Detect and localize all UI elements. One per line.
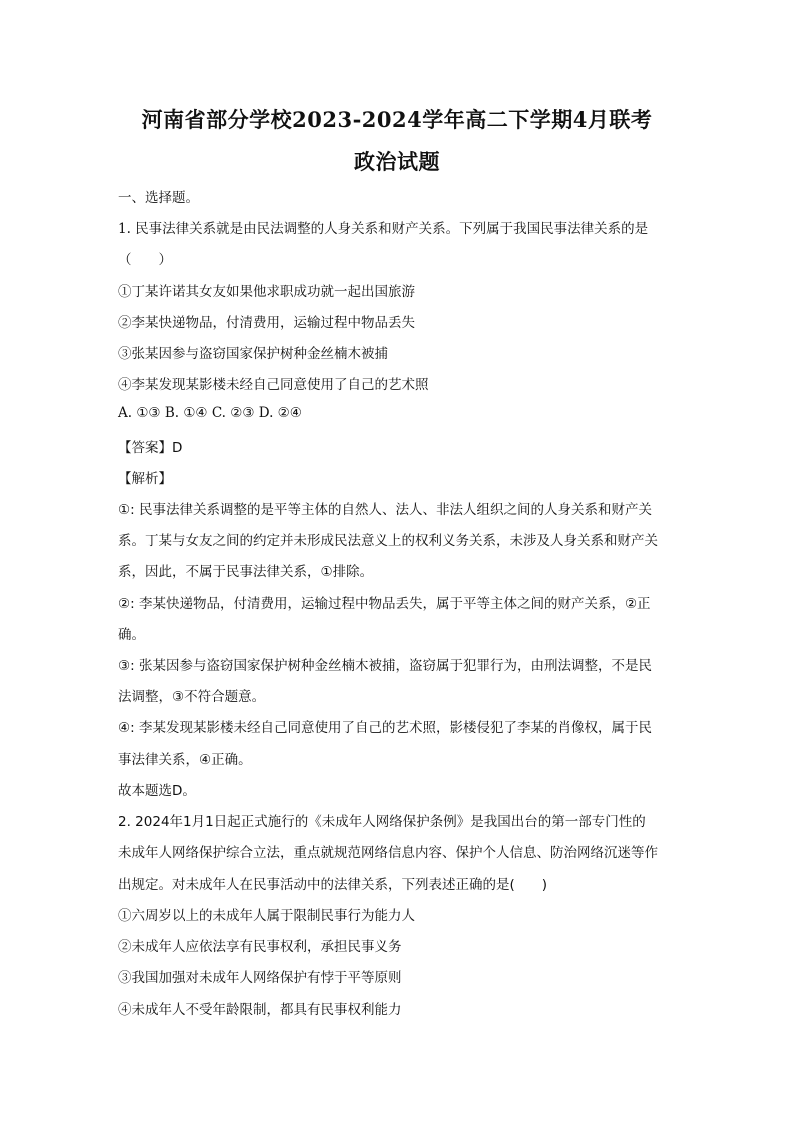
question-2-option-1: ①六周岁以上的未成年人属于限制民事行为能力人 — [118, 908, 415, 924]
question-1-option-1: ①丁某许诺其女友如果他求职成功就一起出国旅游 — [118, 284, 415, 300]
analysis-3-line-2: 法调整，③不符合题意。 — [118, 689, 266, 705]
analysis-4-line-2: 事法律关系，④正确。 — [118, 752, 252, 768]
question-1-option-2: ②李某快递物品，付清费用，运输过程中物品丢失 — [118, 315, 415, 331]
question-1-stem: 1. 民事法律关系就是由民法调整的人身关系和财产关系。下列属于我国民事法律关系的是 — [118, 221, 649, 237]
question-2-stem-line-2: 未成年人网络保护综合立法，重点就规范网络信息内容、保护个人信息、防治网络沉迷等作 — [118, 845, 658, 861]
section-heading: 一、选择题。 — [118, 190, 199, 206]
question-2-stem-line-1: 2. 2024年1月1日起正式施行的《未成年人网络保护条例》是我国出台的第一部专门性的 — [118, 814, 646, 830]
question-2-option-3: ③我国加强对未成年人网络保护有悖于平等原则 — [118, 970, 402, 986]
analysis-2-line-1: ②: 李某快递物品，付清费用，运输过程中物品丢失，属于平等主体之间的财产关系，②正 — [118, 596, 651, 612]
question-2-option-2: ②未成年人应依法享有民事权利，承担民事义务 — [118, 939, 402, 955]
analysis-1-line-3: 系，因此，不属于民事法律关系，①排除。 — [118, 564, 374, 580]
question-1-option-3: ③张某因参与盗窃国家保护树种金丝楠木被捕 — [118, 346, 388, 362]
question-1-conclusion: 故本题选D。 — [118, 783, 196, 799]
question-2-stem-line-3: 出规定。对未成年人在民事活动中的法律关系，下列表述正确的是( ) — [118, 877, 548, 893]
question-1-option-4: ④李某发现某影楼未经自己同意使用了自己的艺术照 — [118, 377, 429, 393]
question-1-analysis-heading: 【解析】 — [118, 471, 172, 487]
analysis-1-line-1: ①: 民事法律关系调整的是平等主体的自然人、法人、非法人组织之间的人身关系和财产关 — [118, 502, 652, 518]
analysis-3-line-1: ③: 张某因参与盗窃国家保护树种金丝楠木被捕，盗窃属于犯罪行为，由刑法调整，不是民 — [118, 658, 652, 674]
page-subtitle: 政治试题 — [354, 149, 440, 174]
question-2-option-4: ④未成年人不受年龄限制，都具有民事权利能力 — [118, 1002, 402, 1018]
analysis-1-line-2: 系。丁某与女友之间的约定并未形成民法意义上的权利义务关系，未涉及人身关系和财产关 — [118, 533, 658, 549]
question-1-choices: A. ①③ B. ①④ C. ②③ D. ②④ — [118, 405, 302, 421]
analysis-4-line-1: ④: 李某发现某影楼未经自己同意使用了自己的艺术照，影楼侵犯了李某的肖像权，属于民 — [118, 720, 652, 736]
page-title: 河南省部分学校2023-2024学年高二下学期4月联考 — [141, 107, 653, 132]
question-1-paren: （ ） — [118, 252, 172, 268]
question-1-answer: 【答案】D — [118, 440, 183, 456]
analysis-2-line-2: 确。 — [118, 627, 145, 643]
